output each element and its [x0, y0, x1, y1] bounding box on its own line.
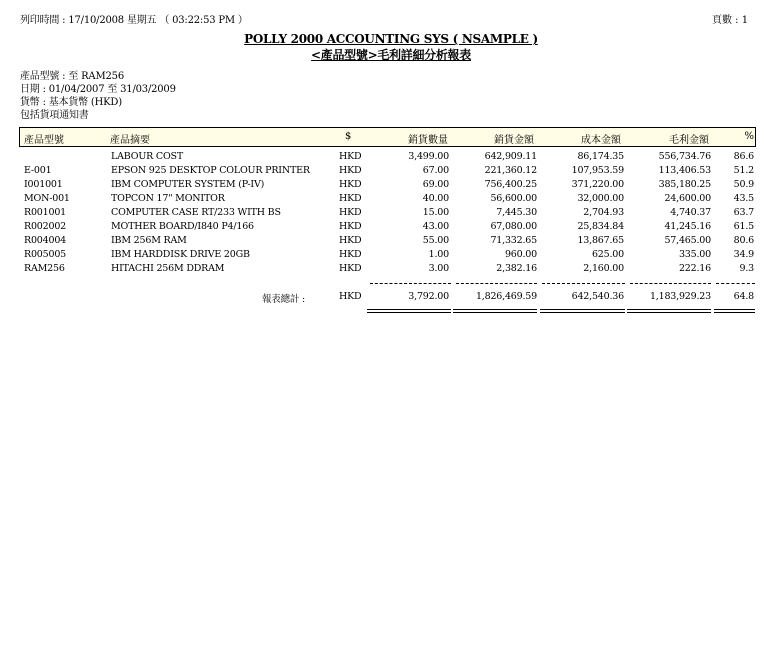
totals-cost: 642,540.36 — [571, 291, 624, 302]
table-row — [0, 249, 782, 263]
cell-profit: 41,245.16 — [664, 221, 711, 232]
grand-total-rule-cost — [540, 309, 625, 313]
cell-description: MOTHER BOARD/I840 P4/166 — [111, 221, 254, 232]
cell-sales: 7,445.30 — [496, 207, 537, 218]
cell-sales: 756,400.25 — [484, 179, 537, 190]
print-time: 列印時間 : 17/10/2008 星期五 （ 03:22:53 PM ） — [20, 15, 248, 26]
cell-description: COMPUTER CASE RT/233 WITH BS — [111, 207, 281, 218]
cell-profit: 385,180.25 — [658, 179, 711, 190]
cell-currency: HKD — [339, 207, 362, 218]
cell-currency: HKD — [339, 235, 362, 246]
col-header-qty: 銷貨數量 — [408, 135, 448, 146]
cell-qty: 3.00 — [428, 263, 449, 274]
col-header-description: 產品摘要 — [110, 135, 150, 146]
table-body — [0, 151, 782, 277]
cell-qty: 55.00 — [422, 235, 449, 246]
cell-cost: 371,220.00 — [571, 179, 624, 190]
cell-description: TOPCON 17" MONITOR — [111, 193, 225, 204]
cell-description: EPSON 925 DESKTOP COLOUR PRINTER — [111, 165, 310, 176]
table-row — [0, 151, 782, 165]
cell-currency: HKD — [339, 221, 362, 232]
cell-pct: 80.6 — [733, 235, 754, 246]
cell-qty: 15.00 — [422, 207, 449, 218]
cell-currency: HKD — [339, 179, 362, 190]
cell-pct: 63.7 — [733, 207, 754, 218]
col-header-sales: 銷貨金額 — [494, 135, 534, 146]
cell-qty: 1.00 — [428, 249, 449, 260]
subtotal-rule-profit — [630, 283, 711, 284]
cell-cost: 2,704.93 — [583, 207, 624, 218]
cell-code: R005005 — [24, 249, 67, 260]
report-subtitle: <產品型號>毛利詳細分析報表 — [311, 48, 471, 62]
subtotal-rule-pct — [716, 283, 755, 284]
cell-pct: 34.9 — [733, 249, 754, 260]
cell-description: IBM 256M RAM — [111, 235, 187, 246]
cell-sales: 67,080.00 — [490, 221, 537, 232]
cell-qty: 43.00 — [422, 221, 449, 232]
criteria-block — [20, 70, 176, 122]
criteria-currency: 貨幣 : 基本貨幣 (HKD) — [20, 97, 122, 108]
cell-qty: 67.00 — [422, 165, 449, 176]
cell-profit: 335.00 — [678, 249, 711, 260]
table-row — [0, 165, 782, 179]
cell-qty: 69.00 — [422, 179, 449, 190]
cell-code: R002002 — [24, 221, 67, 232]
page-number: 頁數 : 1 — [712, 15, 749, 26]
cell-sales: 960.00 — [504, 249, 537, 260]
table-row — [0, 263, 782, 277]
totals-label: 報表總計 : — [262, 294, 306, 305]
totals-qty: 3,792.00 — [408, 291, 449, 302]
cell-pct: 50.9 — [733, 179, 754, 190]
grand-total-rule-profit — [627, 309, 711, 313]
totals-currency: HKD — [339, 291, 362, 302]
grand-total-rule-sales — [453, 309, 537, 313]
col-header-cost: 成本金額 — [581, 135, 621, 146]
cell-profit: 4,740.37 — [670, 207, 711, 218]
cell-profit: 222.16 — [678, 263, 711, 274]
cell-profit: 57,465.00 — [664, 235, 711, 246]
subtotal-rule-cost — [542, 283, 625, 284]
table-row — [0, 179, 782, 193]
grand-total-rule-pct — [714, 309, 755, 313]
cell-cost: 32,000.00 — [577, 193, 624, 204]
cell-code: R001001 — [24, 207, 67, 218]
col-header-pct: % — [744, 131, 754, 142]
grand-total-rule-qty — [367, 309, 451, 313]
cell-cost: 13,867.65 — [577, 235, 624, 246]
cell-cost: 2,160.00 — [583, 263, 624, 274]
cell-pct: 43.5 — [733, 193, 754, 204]
table-row — [0, 207, 782, 221]
cell-cost: 107,953.59 — [571, 165, 624, 176]
cell-sales: 56,600.00 — [490, 193, 537, 204]
criteria-include-notes: 包括貨項通知書 — [20, 110, 89, 121]
col-header-profit: 毛利金額 — [669, 135, 709, 146]
cell-profit: 556,734.76 — [658, 151, 711, 162]
cell-pct: 86.6 — [733, 151, 754, 162]
table-row — [0, 193, 782, 207]
cell-description: IBM HARDDISK DRIVE 20GB — [111, 249, 250, 260]
table-header — [19, 127, 756, 147]
totals-row — [0, 291, 782, 305]
cell-sales: 71,332.65 — [490, 235, 537, 246]
totals-sales: 1,826,469.59 — [475, 291, 537, 302]
cell-pct: 51.2 — [733, 165, 754, 176]
subtotal-rule-qty — [370, 283, 451, 284]
cell-sales: 642,909.11 — [484, 151, 537, 162]
table-row — [0, 221, 782, 235]
cell-qty: 40.00 — [422, 193, 449, 204]
criteria-date-range: 日期 : 01/04/2007 至 31/03/2009 — [20, 84, 176, 95]
report-title: POLLY 2000 ACCOUNTING SYS ( NSAMPLE ) — [244, 32, 538, 46]
cell-description: LABOUR COST — [111, 151, 183, 162]
totals-profit: 1,183,929.23 — [649, 291, 711, 302]
table-row — [0, 235, 782, 249]
cell-code: MON-001 — [24, 193, 70, 204]
cell-currency: HKD — [339, 165, 362, 176]
cell-profit: 113,406.53 — [658, 165, 711, 176]
cell-currency: HKD — [339, 193, 362, 204]
cell-currency: HKD — [339, 249, 362, 260]
cell-pct: 9.3 — [739, 263, 754, 274]
totals-pct: 64.8 — [733, 291, 754, 302]
criteria-product-range: 產品型號 : 至 RAM256 — [20, 71, 124, 82]
cell-sales: 2,382.16 — [496, 263, 537, 274]
cell-cost: 625.00 — [591, 249, 624, 260]
cell-sales: 221,360.12 — [484, 165, 537, 176]
subtotal-rule-sales — [456, 283, 537, 284]
cell-code: R004004 — [24, 235, 67, 246]
col-header-currency: $ — [345, 131, 352, 142]
cell-qty: 3,499.00 — [408, 151, 449, 162]
cell-currency: HKD — [339, 263, 362, 274]
cell-description: IBM COMPUTER SYSTEM (P-IV) — [111, 179, 265, 190]
cell-cost: 86,174.35 — [577, 151, 624, 162]
cell-code: RAM256 — [24, 263, 65, 274]
col-header-code: 產品型號 — [24, 135, 64, 146]
cell-profit: 24,600.00 — [664, 193, 711, 204]
cell-pct: 61.5 — [733, 221, 754, 232]
cell-code: I001001 — [24, 179, 63, 190]
cell-currency: HKD — [339, 151, 362, 162]
cell-description: HITACHI 256M DDRAM — [111, 263, 225, 274]
cell-cost: 25,834.84 — [577, 221, 624, 232]
cell-code: E-001 — [24, 165, 52, 176]
